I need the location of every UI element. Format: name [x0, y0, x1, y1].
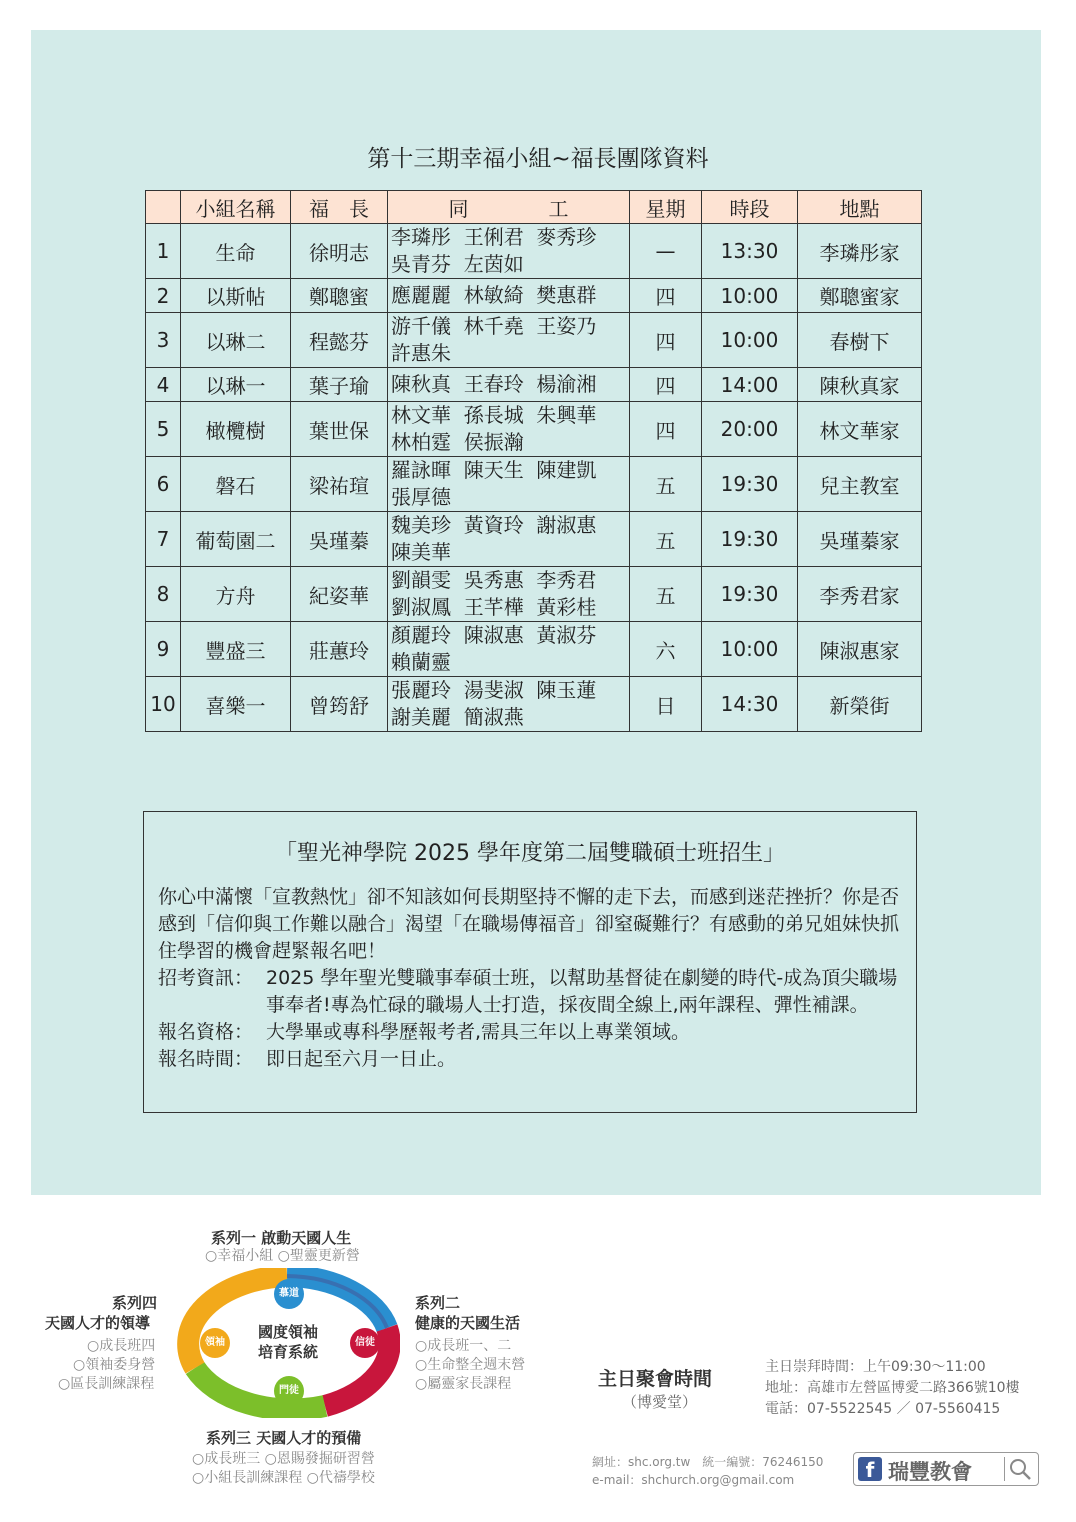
table-header-row — [146, 191, 922, 224]
meeting-day: 六 — [630, 622, 702, 677]
notice-item-text: 即日起至六月一日止。 — [266, 1048, 457, 1070]
coworkers-line: 賴蘭靈 — [391, 650, 451, 674]
meeting-day: 四 — [630, 402, 702, 457]
meeting-place: 春樹下 — [798, 313, 922, 368]
meeting-day: 日 — [630, 677, 702, 732]
meeting-time: 10:00 — [702, 313, 798, 368]
church-website[interactable]: 網址：shc.org.tw 統一編號：76246150 — [592, 1455, 824, 1469]
header-no — [146, 191, 181, 224]
notice-item-label: 報名資格： — [158, 1021, 254, 1043]
series2-item: ○屬靈家長課程 — [415, 1376, 512, 1392]
header-coworkers: 同 工 — [388, 191, 630, 224]
group-name: 以斯帖 — [181, 279, 291, 313]
meeting-day: 四 — [630, 313, 702, 368]
system-center-label — [228, 1322, 348, 1362]
leader-name: 吳瑾蓁 — [291, 512, 388, 567]
coworkers-line: 李璘彤 王俐君 麥秀珍 — [391, 225, 597, 249]
coworkers-line: 魏美珍 黃資玲 謝淑惠 — [391, 513, 597, 537]
node-believer: 信徒 — [350, 1328, 380, 1358]
row-number: 1 — [146, 224, 181, 279]
notice-intro: 你心中滿懷「宣教熱忱」卻不知該如何長期堅持不懈的走下去，而感到迷茫挫折？你是否感到「信仰與工作難以融合」渴望「在職場傳福音」卻窒礙難行？有感動的弟兄姐妹快抓住學習的機會趕緊報名吧！ — [158, 886, 900, 962]
table-row — [146, 677, 922, 732]
series4-item: ○領袖委身營 — [73, 1357, 156, 1373]
meeting-place: 吳瑾蓁家 — [798, 512, 922, 567]
meeting-place: 陳秋真家 — [798, 368, 922, 402]
coworkers — [388, 622, 630, 677]
notice-item — [158, 965, 904, 1019]
meeting-time: 19:30 — [702, 567, 798, 622]
facebook-icon: f — [858, 1457, 882, 1481]
leader-name: 葉子瑜 — [291, 368, 388, 402]
notice-title: 「聖光神學院 2025 學年度第二屆雙職碩士班招生」 — [275, 841, 785, 866]
coworkers-line: 游千儀 林千堯 王姿乃 — [391, 314, 597, 338]
meeting-time: 19:30 — [702, 457, 798, 512]
coworkers — [388, 368, 630, 402]
leader-name: 紀姿華 — [291, 567, 388, 622]
coworkers — [388, 224, 630, 279]
notice-body — [158, 884, 904, 1073]
meeting-place: 鄭聰蜜家 — [798, 279, 922, 313]
facebook-search-box[interactable] — [853, 1452, 1039, 1486]
notice-item — [158, 1019, 904, 1046]
worship-venue: （博愛堂） — [622, 1393, 698, 1411]
group-name: 橄欖樹 — [181, 402, 291, 457]
table-title: 第十三期幸福小組~福長團隊資料 — [367, 146, 709, 172]
meeting-time: 10:00 — [702, 279, 798, 313]
node-disciple: 門徒 — [274, 1376, 304, 1406]
meeting-place: 李秀君家 — [798, 567, 922, 622]
coworkers-line: 張厚德 — [391, 485, 451, 509]
meeting-day: 五 — [630, 567, 702, 622]
meeting-day: 五 — [630, 457, 702, 512]
leader-name: 徐明志 — [291, 224, 388, 279]
group-name: 以琳一 — [181, 368, 291, 402]
coworkers-line: 張麗玲 湯斐淑 陳玉蓮 — [391, 678, 597, 702]
table-row — [146, 279, 922, 313]
series4-subtitle: 天國人才的領導 — [45, 1314, 151, 1332]
header-group: 小組名稱 — [181, 191, 291, 224]
leader-team-table — [145, 190, 922, 732]
search-icon — [1005, 1457, 1035, 1481]
coworkers-line: 羅詠暉 陳天生 陳建凱 — [391, 458, 597, 482]
series3-title: 系列三 天國人才的預備 — [206, 1429, 362, 1447]
recruitment-notice — [143, 811, 917, 1113]
series3-items: ○成長班三 ○恩賜發掘研習營 — [192, 1451, 375, 1467]
coworkers-line: 劉淑鳳 王芊樺 黃彩桂 — [391, 595, 597, 619]
row-number: 2 — [146, 279, 181, 313]
header-leader: 福 長 — [291, 191, 388, 224]
series1-items: ○幸福小組 ○聖靈更新營 — [205, 1248, 360, 1264]
meeting-time: 14:30 — [702, 677, 798, 732]
meeting-place: 新榮街 — [798, 677, 922, 732]
leader-name: 程懿芬 — [291, 313, 388, 368]
coworkers — [388, 279, 630, 313]
notice-item — [158, 1046, 904, 1073]
facebook-page-name: 瑞豐教會 — [888, 1460, 972, 1484]
meeting-place: 兒主教室 — [798, 457, 922, 512]
coworkers-line: 劉韻雯 吳秀惠 李秀君 — [391, 568, 597, 592]
coworkers-line: 吳青芬 左茵如 — [391, 252, 524, 276]
table-row — [146, 512, 922, 567]
row-number: 8 — [146, 567, 181, 622]
series4-title: 系列四 — [112, 1294, 158, 1312]
coworkers-line: 陳秋真 王春玲 楊渝湘 — [391, 372, 597, 396]
series2-title: 系列二 — [415, 1294, 461, 1312]
coworkers — [388, 402, 630, 457]
meeting-place: 林文華家 — [798, 402, 922, 457]
meeting-time: 19:30 — [702, 512, 798, 567]
meeting-day: 四 — [630, 279, 702, 313]
church-email[interactable]: e-mail：shchurch.org@gmail.com — [592, 1473, 795, 1487]
coworkers — [388, 313, 630, 368]
coworkers — [388, 457, 630, 512]
notice-item-label: 報名時間： — [158, 1048, 254, 1070]
series4-item: ○區長訓練課程 — [58, 1376, 155, 1392]
group-name: 葡萄園二 — [181, 512, 291, 567]
notice-item-text: 大學畢或專科學歷報考者,需具三年以上專業領域。 — [266, 1021, 691, 1043]
meeting-time: 10:00 — [702, 622, 798, 677]
leader-name: 鄭聰蜜 — [291, 279, 388, 313]
meeting-time: 14:00 — [702, 368, 798, 402]
series1-title: 系列一 啟動天國人生 — [211, 1229, 352, 1247]
church-address: 地址：高雄市左營區博愛二路366號10樓 — [765, 1380, 1020, 1396]
header-time: 時段 — [702, 191, 798, 224]
church-phone: 電話：07-5522545 ／ 07-5560415 — [765, 1401, 1001, 1417]
coworkers — [388, 512, 630, 567]
row-number: 3 — [146, 313, 181, 368]
coworkers-line: 謝美麗 簡淑燕 — [391, 705, 524, 729]
table-row — [146, 313, 922, 368]
header-place: 地點 — [798, 191, 922, 224]
group-name: 生命 — [181, 224, 291, 279]
row-number: 6 — [146, 457, 181, 512]
meeting-time: 13:30 — [702, 224, 798, 279]
coworkers-line: 陳美華 — [391, 540, 451, 564]
meeting-day: — — [630, 224, 702, 279]
notice-item-label: 招考資訊： — [158, 967, 254, 989]
coworkers — [388, 677, 630, 732]
series4-item: ○成長班四 — [87, 1338, 156, 1354]
group-name: 以琳二 — [181, 313, 291, 368]
leader-name: 莊蕙玲 — [291, 622, 388, 677]
node-seeker: 慕道 — [274, 1279, 304, 1309]
row-number: 7 — [146, 512, 181, 567]
table-row — [146, 224, 922, 279]
search-button[interactable] — [1004, 1457, 1035, 1481]
series2-subtitle: 健康的天國生活 — [415, 1314, 521, 1332]
meeting-day: 四 — [630, 368, 702, 402]
table-row — [146, 368, 922, 402]
row-number: 9 — [146, 622, 181, 677]
coworkers-line: 顏麗玲 陳淑惠 黃淑芬 — [391, 623, 597, 647]
row-number: 5 — [146, 402, 181, 457]
table-row — [146, 622, 922, 677]
leader-name: 曾筠舒 — [291, 677, 388, 732]
meeting-place: 李璘彤家 — [798, 224, 922, 279]
meeting-day: 五 — [630, 512, 702, 567]
row-number: 4 — [146, 368, 181, 402]
meeting-time: 20:00 — [702, 402, 798, 457]
group-name: 磐石 — [181, 457, 291, 512]
leader-name: 梁祐瑄 — [291, 457, 388, 512]
worship-time: 主日崇拜時間：上午09:30～11:00 — [765, 1359, 986, 1375]
coworkers-line: 林文華 孫長城 朱興華 — [391, 403, 597, 427]
series2-item: ○成長班一、二 — [415, 1338, 512, 1354]
meeting-place: 陳淑惠家 — [798, 622, 922, 677]
coworkers-line: 林柏霆 侯振瀚 — [391, 430, 524, 454]
group-name: 豐盛三 — [181, 622, 291, 677]
group-name: 喜樂一 — [181, 677, 291, 732]
coworkers-line: 許惠朱 — [391, 341, 451, 365]
row-number: 10 — [146, 677, 181, 732]
series2-item: ○生命整全週末營 — [415, 1357, 526, 1373]
table-row — [146, 457, 922, 512]
coworkers — [388, 567, 630, 622]
table-row — [146, 402, 922, 457]
series3-items: ○小組長訓練課程 ○代禱學校 — [192, 1470, 375, 1486]
leader-name: 葉世保 — [291, 402, 388, 457]
system-center-text: 國度領袖 培育系統 — [257, 1323, 318, 1361]
coworkers-line: 應麗麗 林敏綺 樊惠群 — [391, 283, 597, 307]
group-name: 方舟 — [181, 567, 291, 622]
notice-item-text: 2025 學年聖光雙職事奉碩士班，以幫助基督徒在劇變的時代-成為頂尖職場事奉者!專為忙碌的職場人士打造，採夜間全線上,兩年課程、彈性補課。 — [266, 967, 898, 1016]
node-leader: 領袖 — [200, 1328, 230, 1358]
worship-title: 主日聚會時間 — [598, 1368, 713, 1390]
table-row — [146, 567, 922, 622]
header-day: 星期 — [630, 191, 702, 224]
